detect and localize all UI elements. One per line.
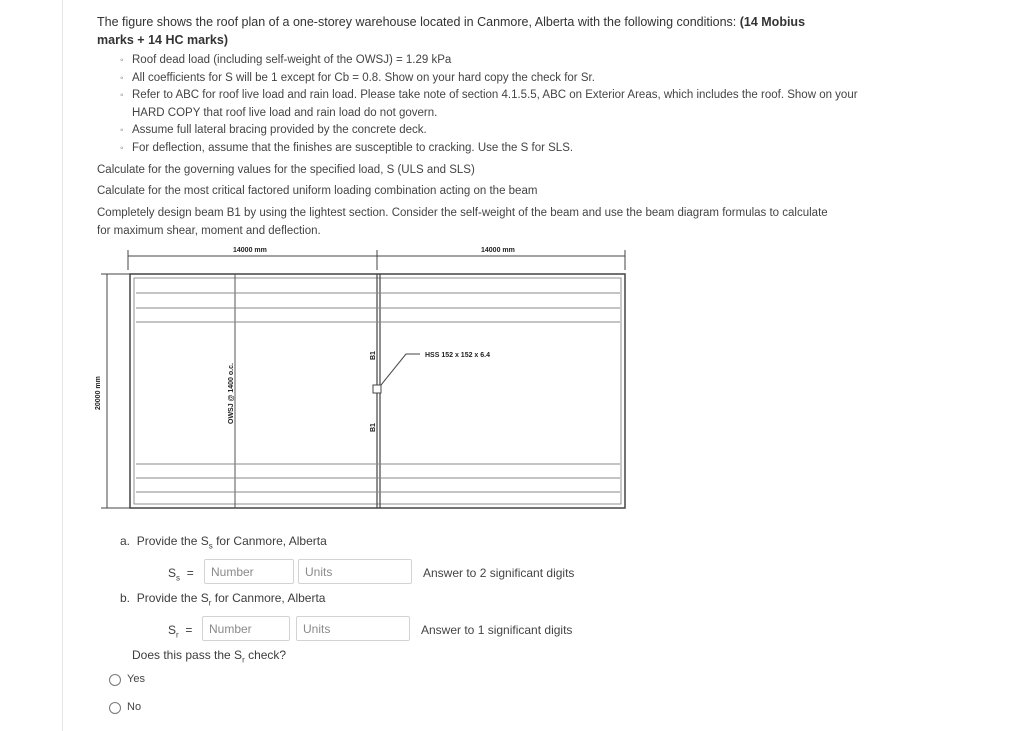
content-left-border bbox=[62, 0, 63, 731]
question-b-text: Provide the S bbox=[136, 591, 209, 605]
sr-number-input[interactable]: Number bbox=[202, 616, 290, 641]
beam-label-upper: B1 bbox=[370, 351, 377, 360]
intro-text bbox=[97, 13, 817, 49]
ss-units-input[interactable]: Units bbox=[298, 559, 412, 584]
ss-hint: Answer to 2 significant digits bbox=[423, 566, 575, 580]
question-a-text: Provide the S bbox=[136, 534, 209, 548]
conditions-list bbox=[120, 52, 860, 158]
sr-var: S bbox=[168, 623, 177, 637]
condition-item: ◦ Refer to ABC for roof live load and rain load. Please take note of section 4.1.5.5, ABC on Exterior Areas, which includes the roof. Show on your HARD COPY that roof live load and rain load do not govern. bbox=[120, 87, 860, 122]
yes-label[interactable]: Yes bbox=[127, 673, 145, 685]
sa-var-sub: s bbox=[176, 573, 181, 583]
question-a bbox=[120, 534, 327, 550]
condition-item: ◦ All coefficients for S will be 1 except for Cb = 0.8. Show on your hard copy the check for Sr. bbox=[120, 70, 860, 88]
no-radio[interactable] bbox=[109, 702, 121, 714]
question-b-prefix: b. bbox=[120, 591, 131, 605]
column-leader-line bbox=[381, 354, 420, 385]
sr-label bbox=[168, 623, 192, 639]
condition-item: ◦ Roof dead load (including self-weight of the OWSJ) = 1.29 kPa bbox=[120, 52, 860, 70]
question-a-prefix: a. bbox=[120, 534, 131, 548]
sr-units-input[interactable]: Units bbox=[296, 616, 410, 641]
yes-radio[interactable] bbox=[109, 674, 121, 686]
dim-right-label: 14000 mm bbox=[481, 247, 515, 254]
roof-plan-figure bbox=[90, 238, 635, 513]
check-text-after: check? bbox=[244, 648, 287, 662]
question-a-text-after: for Canmore, Alberta bbox=[212, 534, 327, 548]
no-label[interactable]: No bbox=[127, 701, 142, 713]
sa-label bbox=[168, 566, 194, 582]
condition-item: ◦ Assume full lateral bracing provided by the concrete deck. bbox=[120, 122, 860, 140]
beam-label-lower: B1 bbox=[370, 423, 377, 432]
question-b-text-after: for Canmore, Alberta bbox=[211, 591, 326, 605]
hss-column bbox=[373, 385, 381, 393]
sa-var: S bbox=[168, 566, 177, 580]
question-b-sub: r bbox=[208, 598, 212, 608]
question-a-sub: s bbox=[208, 541, 213, 551]
instruction-2: Calculate for the most critical factored uniform loading combination acting on the beam bbox=[97, 185, 538, 197]
sa-eq: = bbox=[186, 566, 194, 580]
sr-eq: = bbox=[185, 623, 193, 637]
dim-vertical-label: 20000 mm bbox=[95, 376, 102, 410]
ss-number-input[interactable]: Number bbox=[204, 559, 294, 584]
check-question bbox=[132, 648, 286, 664]
column-label: HSS 152 x 152 x 6.4 bbox=[425, 352, 490, 359]
sr-var-sub: r bbox=[176, 630, 179, 640]
intro-marks: (14 Mobius marks + 14 HC marks) bbox=[97, 15, 806, 47]
check-sub: r bbox=[242, 655, 245, 665]
condition-item: ◦ For deflection, assume that the finishes are susceptible to cracking. Use the S for SLS. bbox=[120, 140, 860, 158]
joist-label: OWSJ @ 1400 o.c. bbox=[228, 363, 235, 424]
instruction-3: Completely design beam B1 by using the lightest section. Consider the self-weight of the beam and use the beam diagram formulas to calculate for maximum shear, moment and deflection. bbox=[97, 207, 828, 237]
intro-body: The figure shows the roof plan of a one-storey warehouse located in Canmore, Alberta with the following conditions: bbox=[97, 15, 740, 29]
sr-hint: Answer to 1 significant digits bbox=[421, 623, 573, 637]
question-b bbox=[120, 591, 325, 607]
instruction-1: Calculate for the governing values for the specified load, S (ULS and SLS) bbox=[97, 164, 475, 176]
check-text: Does this pass the S bbox=[132, 648, 243, 662]
dim-left-label: 14000 mm bbox=[233, 247, 267, 254]
